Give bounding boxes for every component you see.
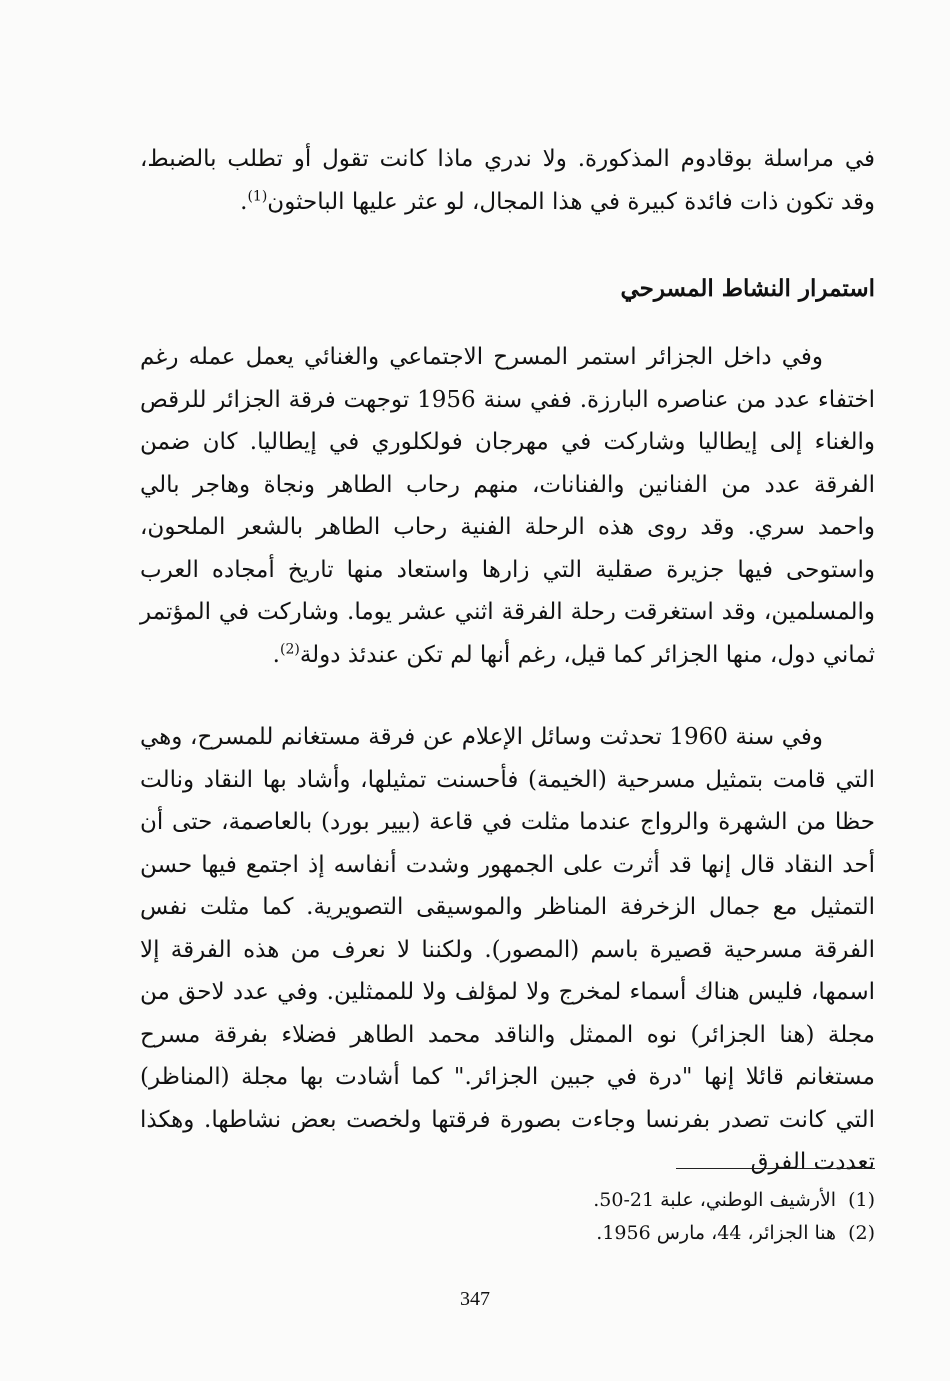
footnote-ref-2: (2) — [279, 640, 300, 657]
section-heading: استمرار النشاط المسرحي — [620, 275, 875, 302]
footnote-1-number: (1) — [848, 1189, 875, 1211]
footnote-ref-1: (1) — [247, 187, 268, 204]
paragraph-1-tail: . — [240, 188, 248, 215]
paragraph-3-text: وفي سنة 1960 تحدثت وسائل الإعلام عن فرقة مستغانم للمسرح، وهي التي قامت بتمثيل مسرحية (الخيمة) فأحسنت تمثيلها، وأشاد بها النقاد ونالت حظا من الشهرة والرواج عندما مثلت في قاعة (بيير بورد) بالعاصمة، حتى أن أحد النقاد قال إنها قد أثرت على الجمهور وشدت أنفاسه إذ اجتمع فيها حسن التمثيل مع جمال الزخرفة المناظر والموسيقى التصويرية. كما مثلت نفس الفرقة مسرحية قصيرة باسم (المصور). ولكننا لا نعرف من هذه الفرقة إلا اسمها، فليس هناك أسماء لمخرج ولا لمؤلف ولا للممثلين. وفي عدد لاحق من مجلة (هنا الجزائر) نوه الممثل والناقد محمد الطاهر فضلاء بفرقة مسرح مستغانم قائلا إنها "درة في جبين الجزائر." كما أشادت بها مجلة (المناظر) التي كانت تصدر بفرنسا وجاءت بصورة فرقتها ولخصت بعض نشاطها. وهكذا تعددت الفرق — [140, 724, 875, 1175]
footnotes — [360, 1184, 875, 1250]
paragraph-3 — [140, 716, 875, 1184]
page-number: 347 — [460, 1288, 490, 1310]
footnote-1 — [360, 1184, 875, 1217]
paragraph-1-text: في مراسلة بوقادوم المذكورة. ولا ندري ماذا كانت تقول أو تطلب بالضبط، وقد تكون ذات فائدة كبيرة في هذا المجال، لو عثر عليها الباحثون — [140, 146, 875, 215]
footnote-2-number: (2) — [848, 1222, 875, 1244]
paragraph-2 — [140, 336, 875, 676]
paragraph-2-tail: . — [272, 641, 280, 668]
paragraph-1 — [140, 138, 875, 223]
paragraph-2-text: وفي داخل الجزائر استمر المسرح الاجتماعي والغنائي يعمل عمله رغم اختفاء عدد من عناصره البارزة. ففي سنة 1956 توجهت فرقة الجزائر للرقص والغناء إلى إيطاليا وشاركت في مهرجان فولكلوري في إيطاليا. كان ضمن الفرقة عدد من الفنانين والفنانات، منهم رحاب الطاهر ونجاة وهاجر بالي واحمد سري. وقد روى هذه الرحلة الفنية رحاب الطاهر بالشعر الملحون، واستوحى فيها جزيرة صقلية التي زارها واستعاد منها تاريخ أمجاده العرب والمسلمين، وقد استغرقت رحلة الفرقة اثني عشر يوما. وشاركت في المؤتمر ثماني دول، منها الجزائر كما قيل، رغم أنها لم تكن عندئذ دولة — [140, 344, 875, 668]
footnote-divider — [676, 1168, 875, 1169]
footnote-1-text: الأرشيف الوطني، علبة 21-50. — [593, 1189, 837, 1211]
footnote-2 — [360, 1217, 875, 1250]
footnote-2-text: هنا الجزائر، 44، مارس 1956. — [596, 1222, 837, 1244]
